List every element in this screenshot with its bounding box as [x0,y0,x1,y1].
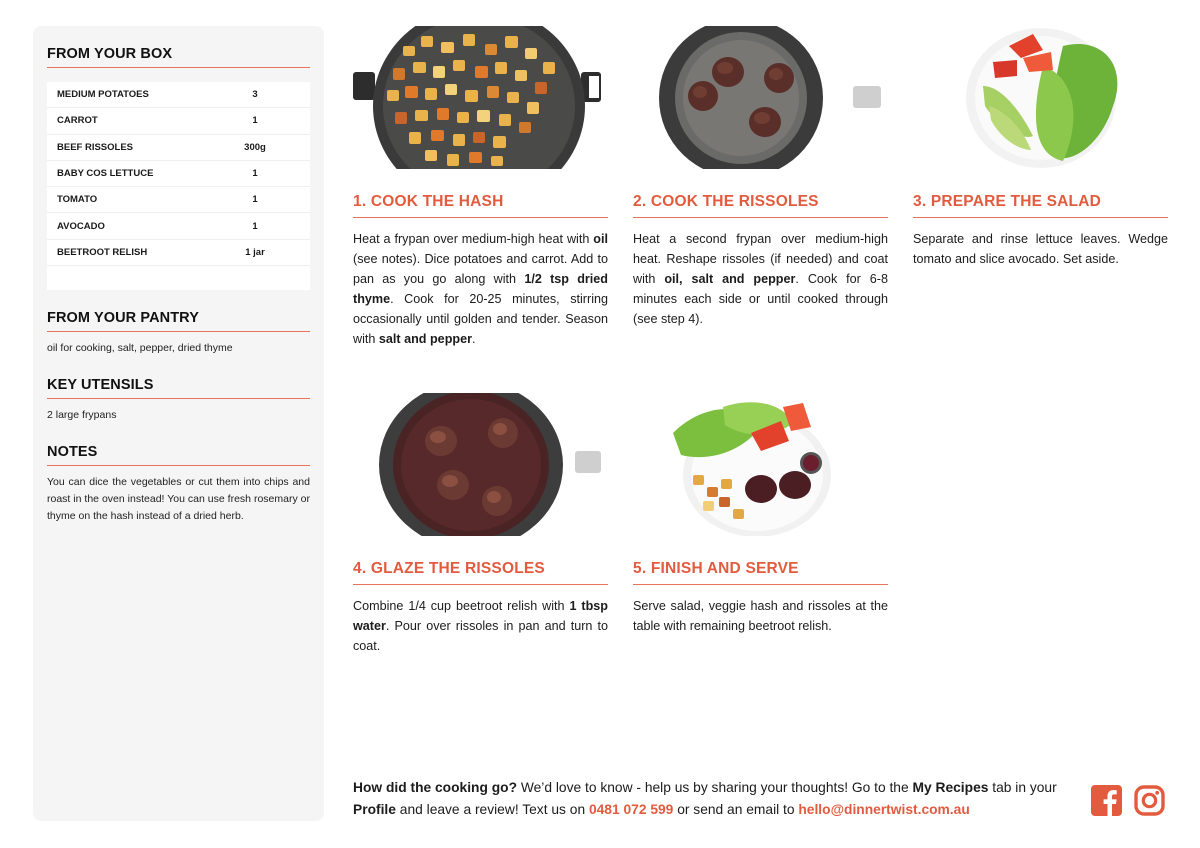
my-recipes-link: My Recipes [912,780,989,795]
step-3 [913,26,1168,269]
step-5-title: 5. FINISH AND SERVE [633,560,888,585]
step-1-text: Heat a frypan over medium-high heat with oil (see notes). Dice potatoes and carrot. Add to pan as you go along with 1/2 tsp dried thyme. Cook for 20-25 minutes, stirring occasionally until golden and tender. Season with salt and pepper. [353,232,608,346]
pantry-heading: FROM YOUR PANTRY [47,310,310,332]
table-row: BEETROOT RELISH 1 jar [47,240,310,266]
salad-plate-photo [913,26,1168,169]
table-row: CARROT 1 [47,108,310,134]
ingredients-table [47,82,310,290]
utensils-text: 2 large frypans [47,409,117,421]
table-row: BABY COS LETTUCE 1 [47,161,310,187]
profile-link: Profile [353,802,396,817]
served-bowl-photo [633,393,888,536]
email-link[interactable]: hello@dinnertwist.com.au [798,802,970,817]
step-4-text: Combine 1/4 cup beetroot relish with 1 tbsp water. Pour over rissoles in pan and turn to coat. [353,599,608,653]
hash-pan-photo [353,26,608,169]
sidebar [33,26,324,821]
notes-text: You can dice the vegetables or cut them into chips and roast in the oven instead! You can use fresh rosemary or thyme on the hash instead of a dried herb. [47,476,310,522]
step-2-title: 2. COOK THE RISSOLES [633,193,888,218]
box-heading: FROM YOUR BOX [47,46,310,68]
notes-section [47,444,310,525]
feedback-footer: How did the cooking go? We’d love to know - help us by sharing your thoughts! Go to the My Recipes tab in your Profile and leave a review! Text us on 0481 072 599 or send an email to hello@dinnertwist.com.au [353,780,1057,817]
facebook-icon[interactable] [1091,785,1122,816]
table-row: MEDIUM POTATOES 3 [47,82,310,108]
table-row: BEEF RISSOLES 300g [47,135,310,161]
step-1-title: 1. COOK THE HASH [353,193,608,218]
step-2-text: Heat a second frypan over medium-high heat. Reshape rissoles (if needed) and coat with oil, salt and pepper. Cook for 6-8 minutes each side or until cooked through (see step 4). [633,232,888,326]
step-5-text: Serve salad, veggie hash and rissoles at the table with remaining beetroot relish. [633,599,888,633]
glazed-rissoles-photo [353,393,608,536]
step-5 [633,393,888,636]
step-4 [353,393,608,656]
utensils-heading: KEY UTENSILS [47,377,310,399]
phone-link[interactable]: 0481 072 599 [588,802,674,817]
instagram-icon[interactable] [1134,785,1165,816]
step-3-title: 3. PREPARE THE SALAD [913,193,1168,218]
utensils-section [47,377,310,424]
step-4-title: 4. GLAZE THE RISSOLES [353,560,608,585]
pantry-text: oil for cooking, salt, pepper, dried thyme [47,342,233,354]
notes-heading: NOTES [47,444,310,466]
step-3-text: Separate and rinse lettuce leaves. Wedge tomato and slice avocado. Set aside. [913,232,1168,266]
step-1 [353,26,608,349]
rissoles-pan-photo [633,26,888,169]
table-row: TOMATO 1 [47,187,310,213]
step-2 [633,26,888,329]
pantry-section [47,310,310,357]
table-row: AVOCADO 1 [47,213,310,239]
